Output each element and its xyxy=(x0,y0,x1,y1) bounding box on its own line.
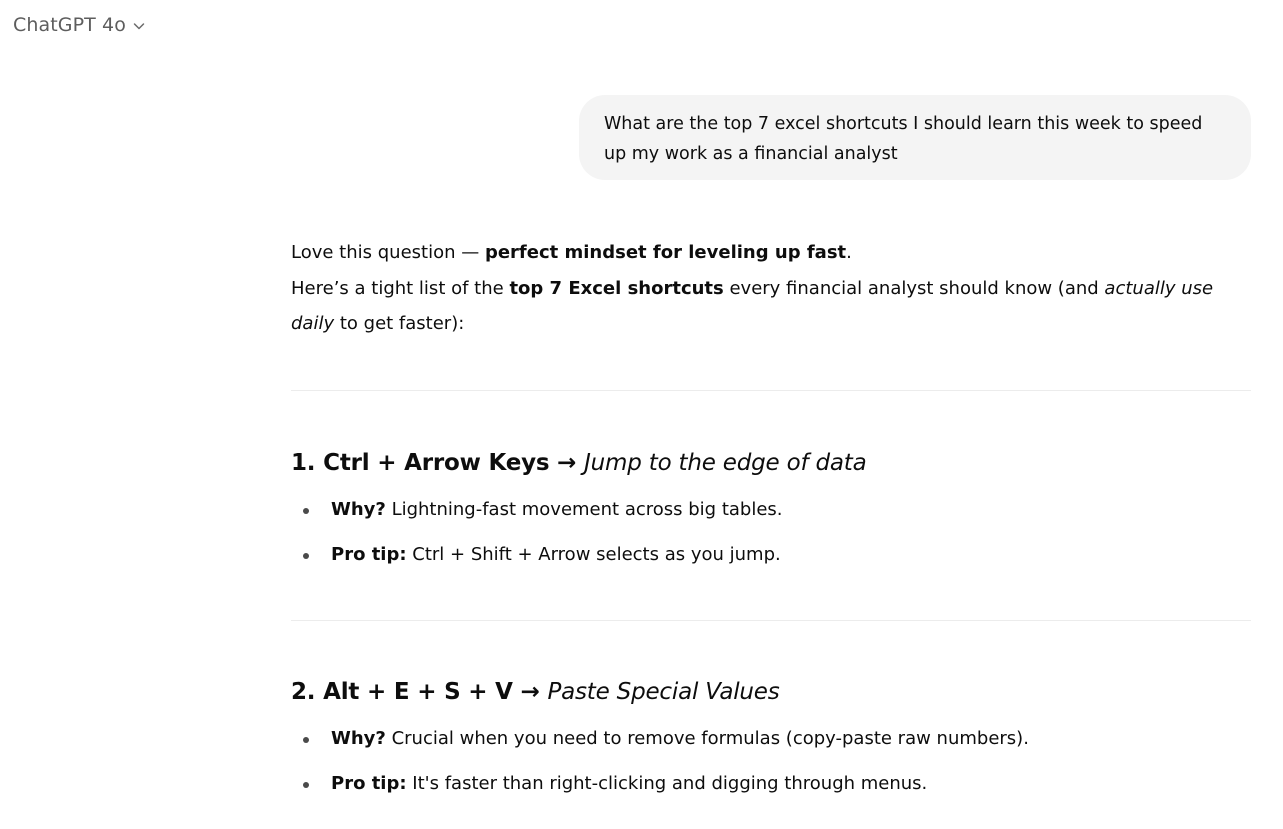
heading-description: Paste Special Values xyxy=(547,678,780,705)
shortcut-section xyxy=(291,448,1251,570)
intro-bold-text: perfect mindset for leveling up fast xyxy=(484,242,847,263)
intro-text: Here’s a tight list of the xyxy=(291,277,510,299)
intro-text: . xyxy=(846,242,852,263)
heading-keys: 2. Alt + E + S + V → xyxy=(291,678,548,705)
bullet-text: Crucial when you need to remove formulas (copy-paste raw numbers). xyxy=(385,727,1029,749)
bullet-label: Why? xyxy=(331,727,386,749)
divider xyxy=(291,620,1251,621)
section-heading xyxy=(291,448,1251,478)
chevron-down-icon xyxy=(132,19,146,33)
heading-description: Jump to the edge of data xyxy=(584,449,867,476)
intro-paragraph xyxy=(291,235,1251,342)
divider xyxy=(291,390,1251,391)
list-item xyxy=(291,495,1251,525)
bullet-label: Pro tip: xyxy=(331,543,407,565)
intro-text: to get faster): xyxy=(334,313,465,334)
intro-italic-text: actually use daily xyxy=(291,277,1214,334)
user-message-text: What are the top 7 excel shortcuts I should learn this week to speed up my work as a financial analyst xyxy=(604,114,1203,164)
list-item xyxy=(291,540,1251,570)
user-message-bubble xyxy=(579,95,1251,180)
intro-bold-text: top 7 Excel shortcuts xyxy=(509,277,724,299)
assistant-message xyxy=(291,235,1251,799)
model-name: ChatGPT 4o xyxy=(13,14,126,36)
list-item xyxy=(291,724,1251,754)
section-heading xyxy=(291,677,1251,707)
bullet-list xyxy=(291,495,1251,570)
list-item xyxy=(291,769,1251,799)
bullet-text: Ctrl + Shift + Arrow selects as you jump. xyxy=(406,543,781,565)
model-selector[interactable] xyxy=(13,14,146,36)
shortcut-section xyxy=(291,677,1251,799)
bullet-list xyxy=(291,724,1251,799)
intro-text: every financial analyst should know (and xyxy=(723,277,1105,299)
bullet-text: It's faster than right-clicking and digging through menus. xyxy=(406,772,928,794)
bullet-label: Pro tip: xyxy=(331,772,407,794)
bullet-label: Why? xyxy=(331,498,386,520)
bullet-text: Lightning-fast movement across big tables. xyxy=(385,498,783,520)
intro-text: Love this question — xyxy=(291,242,485,263)
heading-keys: 1. Ctrl + Arrow Keys → xyxy=(291,449,585,476)
